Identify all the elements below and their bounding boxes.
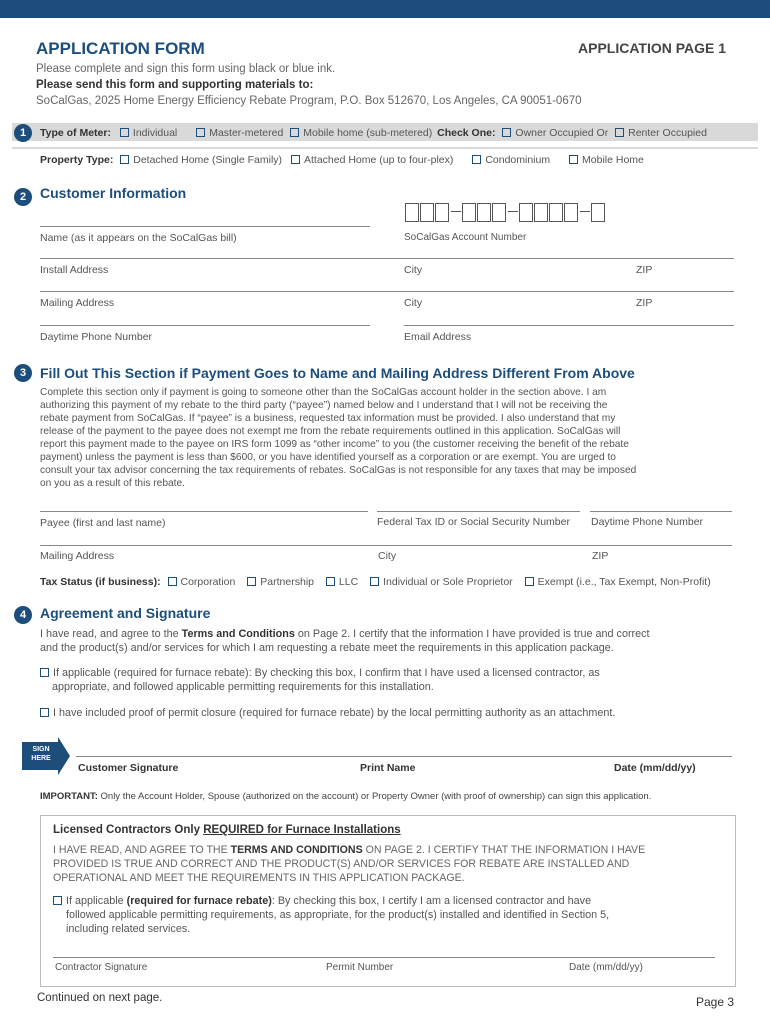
meter-row <box>40 127 707 139</box>
payee-phone-label: Daytime Phone Number <box>591 516 704 528</box>
payee-zip-label: ZIP <box>592 550 609 562</box>
renter-occupied[interactable]: Renter Occupied <box>615 127 707 139</box>
checkbox[interactable] <box>120 155 129 164</box>
section3-title: Fill Out This Section if Payment Goes to Name and Mailing Address Different From Above <box>40 365 635 381</box>
checkbox[interactable] <box>247 577 256 586</box>
meter-label: Type of Meter: <box>40 127 111 139</box>
owner-occupied[interactable]: Owner Occupied Or <box>502 127 608 139</box>
payee-city-label: City <box>378 550 397 562</box>
property-row <box>40 154 644 166</box>
property-detached[interactable]: Detached Home (Single Family) <box>120 154 282 166</box>
tax-status-label: Tax Status (if business): <box>40 576 161 588</box>
section1-band-line <box>12 147 758 149</box>
checkbox[interactable] <box>525 577 534 586</box>
payee-mailing-label: Mailing Address <box>40 550 115 562</box>
payee-line[interactable] <box>40 511 368 512</box>
intro-instructions: Please complete and sign this form using black or blue ink. <box>36 63 336 75</box>
contractor-date-label: Date (mm/dd/yy) <box>569 962 643 973</box>
tax-individual[interactable]: Individual or Sole Proprietor <box>370 576 513 588</box>
install-zip-label: ZIP <box>636 264 653 276</box>
install-address-label: Install Address <box>40 264 109 276</box>
intro-send-to: Please send this form and supporting materials to: <box>36 79 314 91</box>
contractor-signature-line[interactable] <box>53 957 715 958</box>
checkbox[interactable] <box>168 577 177 586</box>
payee-phone-line[interactable] <box>590 511 732 512</box>
property-condo[interactable]: Condominium <box>472 154 550 166</box>
section1-number: 1 <box>14 124 32 142</box>
section3-paragraph: Complete this section only if payment is going to someone other than the SoCalGas account holder in the section above. I am authorizing this payment of my rebate to the third party (“payee”) named below and I understand that I will not be receiving the rebate payment from SoCalGas. If “payee” is a business, requested tax information must be provided. I also understand that my release of the payment to the payee does not exempt me from the rebate requirements outlined in this application. SoCalGas will report this payment made to the payee on IRS form 1099 as “other income” to you (the customer receiving the benefit of the rebate payment) unless the payment is less than $600, or you have identified yourself as a corporation or are exempt. You are urged to consult your tax advisor concerning the tax requirements of rebates. SoCalGas is not responsible for any taxes that may be imposed on you as a result of this rebate. <box>40 387 637 489</box>
section4-number: 4 <box>14 606 32 624</box>
top-banner <box>0 0 770 18</box>
customer-signature-label: Customer Signature <box>78 762 179 774</box>
form-title: APPLICATION FORM <box>36 39 205 58</box>
checkbox[interactable] <box>472 155 481 164</box>
contractor-signature-label: Contractor Signature <box>55 962 148 973</box>
property-attached[interactable]: Attached Home (up to four-plex) <box>291 154 453 166</box>
account-number-boxes[interactable] <box>405 203 606 222</box>
furnace-contractor-check: If applicable (required for furnace rebate): By checking this box, I confirm that I have used a licensed contractor, as appropriate, and followed applicable permitting requirements for this installation. <box>40 666 752 694</box>
mailing-address-line[interactable] <box>40 291 734 292</box>
agreement-text: I have read, and agree to the Terms and Conditions on Page 2. I certify that the information I have provided is true and correct and the product(s) and/or services for which I am requesting a rebate meet the requirements in this application package. <box>40 628 650 654</box>
account-label: SoCalGas Account Number <box>404 232 527 243</box>
sign-here-label: SIGN HERE <box>31 746 51 762</box>
checkbox[interactable] <box>502 128 511 137</box>
print-name-label: Print Name <box>360 762 416 774</box>
tax-corporation[interactable]: Corporation <box>168 576 236 588</box>
section4-title: Agreement and Signature <box>40 605 211 621</box>
property-mobile[interactable]: Mobile Home <box>569 154 644 166</box>
checkbox[interactable] <box>290 128 299 137</box>
email-label: Email Address <box>404 331 472 343</box>
intro-address: SoCalGas, 2025 Home Energy Efficiency Rebate Program, P.O. Box 512670, Los Angeles, CA 90051-0670 <box>36 95 582 107</box>
checkbox[interactable] <box>53 896 62 905</box>
checkbox[interactable] <box>196 128 205 137</box>
section3-number: 3 <box>14 364 32 382</box>
meter-individual[interactable]: Individual <box>120 127 177 139</box>
contractor-certification: I HAVE READ, AND AGREE TO THE TERMS AND CONDITIONS ON PAGE 2. I CERTIFY THAT THE INFORMATION I HAVE PROVIDED IS TRUE AND CORRECT AND THE PRODUCT(S) AND/OR SERVICES FOR REBATE ARE INSTALLED AND OPERATIONAL AND MEET THE REQUIREMENTS IN THIS APPLICATION PACKAGE. <box>53 844 646 884</box>
continued-note: Continued on next page. <box>37 992 163 1004</box>
tax-llc[interactable]: LLC <box>326 576 358 588</box>
mailing-city-label: City <box>404 297 423 309</box>
email-line[interactable] <box>404 325 734 326</box>
checkbox[interactable] <box>40 668 49 677</box>
checkbox[interactable] <box>40 708 49 717</box>
check-one-label: Check One: <box>437 127 496 139</box>
customer-signature-line[interactable] <box>76 756 732 757</box>
page-number: Page 3 <box>696 995 735 1009</box>
checkbox[interactable] <box>120 128 129 137</box>
mailing-address-label: Mailing Address <box>40 297 115 309</box>
name-label: Name (as it appears on the SoCalGas bill) <box>40 232 237 244</box>
install-address-line[interactable] <box>40 258 734 259</box>
tax-status-row <box>40 576 711 588</box>
important-note: IMPORTANT: Only the Account Holder, Spouse (authorized on the account) or Property Owner (with proof of ownership) can sign this application. <box>40 791 652 802</box>
section2-title: Customer Information <box>40 185 187 201</box>
payee-label: Payee (first and last name) <box>40 517 166 529</box>
checkbox[interactable] <box>370 577 379 586</box>
meter-master[interactable]: Master-metered <box>196 127 283 139</box>
tax-exempt[interactable]: Exempt (i.e., Tax Exempt, Non-Profit) <box>525 576 711 588</box>
taxid-label: Federal Tax ID or Social Security Number <box>377 516 570 528</box>
page-label: APPLICATION PAGE 1 <box>578 40 727 56</box>
section2-number: 2 <box>14 188 32 206</box>
meter-mobile[interactable]: Mobile home (sub-metered) <box>290 127 432 139</box>
checkbox[interactable] <box>615 128 624 137</box>
signature-date-label: Date (mm/dd/yy) <box>614 762 696 774</box>
permit-number-label: Permit Number <box>326 962 394 973</box>
taxid-line[interactable] <box>377 511 580 512</box>
mailing-zip-label: ZIP <box>636 297 653 309</box>
install-city-label: City <box>404 264 423 276</box>
name-line[interactable] <box>40 226 370 227</box>
checkbox[interactable] <box>291 155 300 164</box>
checkbox[interactable] <box>326 577 335 586</box>
phone-line[interactable] <box>40 325 370 326</box>
tax-partnership[interactable]: Partnership <box>247 576 314 588</box>
contractor-license-check: If applicable (required for furnace rebate): By checking this box, I certify I am a licensed contractor and have followed applicable permitting requirements, as appropriate, for the product(s) installed and identified in Section 5, including related services. <box>53 894 725 936</box>
payee-mailing-line[interactable] <box>40 545 732 546</box>
property-label: Property Type: <box>40 154 114 166</box>
contractor-title: Licensed Contractors Only REQUIRED for Furnace Installations <box>53 824 401 836</box>
phone-label: Daytime Phone Number <box>40 331 153 343</box>
checkbox[interactable] <box>569 155 578 164</box>
permit-closure-check: I have included proof of permit closure (required for furnace rebate) by the local permitting authority as an attachment. <box>40 706 752 720</box>
